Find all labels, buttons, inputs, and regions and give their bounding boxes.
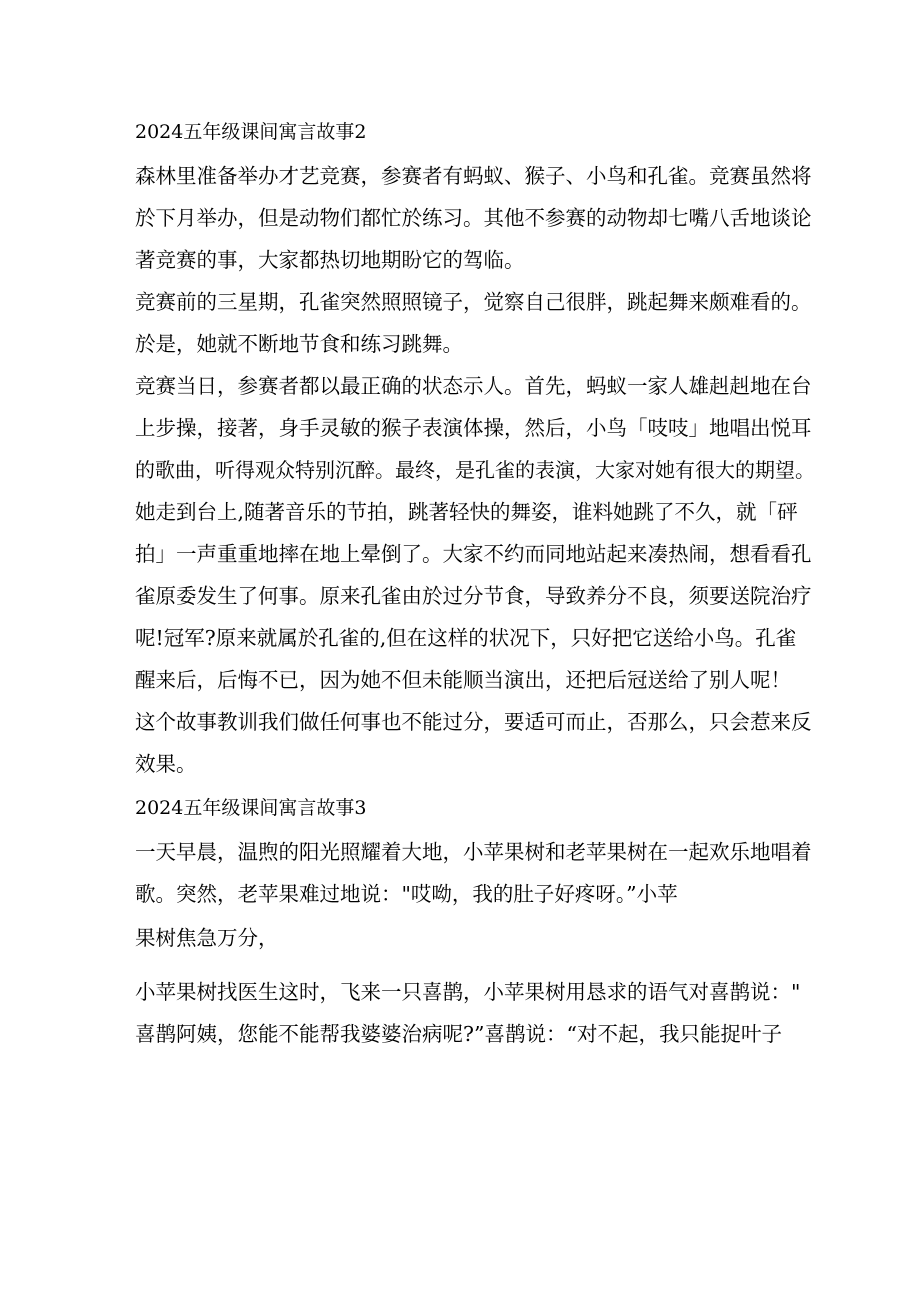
paragraph-5-line-1: 一天早晨，温煦的阳光照耀着大地，小苹果树和老苹果树在一起欢乐地唱着	[135, 840, 812, 864]
paragraph-6-line-2: 喜鹊阿姨，您能不能帮我婆婆治病呢?”喜鹊说：“对不起，我只能捉叶子	[135, 1022, 782, 1046]
paragraph-3-line-7: 呢!冠军?原来就属於孔雀的,但在这样的状况下，只好把它送给小鸟。孔雀	[135, 626, 797, 650]
paragraph-3-line-6: 雀原委发生了何事。原来孔雀由於过分节食，导致养分不良，须要送院治疗	[135, 584, 812, 608]
paragraph-4-line-1: 这个故事教训我们做任何事也不能过分，要适可而止，否那么，只会惹来反	[135, 710, 812, 734]
paragraph-3-line-5: 拍」一声重重地摔在地上晕倒了。大家不约而同地站起来凑热闹，想看看孔	[135, 542, 812, 566]
paragraph-3-line-4: 她走到台上,随著音乐的节拍，跳著轻快的舞姿，谁料她跳了不久，就「砰	[135, 500, 798, 524]
paragraph-5-line-2: 歌。突然，老苹果难过地说："哎呦，我的肚子好疼呀。”小苹	[135, 882, 678, 906]
paragraph-1-line-1: 森林里准备举办才艺竞赛，参赛者有蚂蚁、猴子、小鸟和孔雀。竞赛虽然将	[135, 164, 812, 188]
paragraph-4-line-2: 效果。	[135, 752, 197, 776]
paragraph-2-line-1: 竞赛前的三星期，孔雀突然照照镜子，觉察自己很胖，跳起舞来颇难看的。	[135, 290, 812, 314]
paragraph-3-line-2: 上步操，接著，身手灵敏的猴子表演体操，然后，小鸟「吱吱」地唱出悦耳	[135, 416, 812, 440]
story-2-title: 2024五年级课间寓言故事2	[135, 121, 367, 143]
paragraph-2-line-2: 於是，她就不断地节食和练习跳舞。	[135, 332, 463, 356]
paragraph-1-line-3: 著竞赛的事，大家都热切地期盼它的驾临。	[135, 248, 525, 272]
paragraph-5-line-3: 果树焦急万分，	[135, 926, 279, 950]
paragraph-3-line-3: 的歌曲，听得观众特别沉醉。最终，是孔雀的表演，大家对她有很大的期望。	[135, 458, 815, 482]
paragraph-6-line-1: 小苹果树找医生这时，飞来一只喜鹊，小苹果树用恳求的语气对喜鹊说："	[135, 980, 801, 1004]
paragraph-3-line-1: 竞赛当日，参赛者都以最正确的状态示人。首先，蚂蚁一家人雄赳赳地在台	[135, 374, 812, 398]
paragraph-3-line-8: 醒来后，后悔不已，因为她不但未能顺当演出，还把后冠送给了别人呢！	[135, 668, 791, 692]
paragraph-1-line-2: 於下月举办，但是动物们都忙於练习。其他不参赛的动物却七嘴八舌地谈论	[135, 206, 812, 230]
story-3-title: 2024五年级课间寓言故事3	[135, 797, 367, 819]
